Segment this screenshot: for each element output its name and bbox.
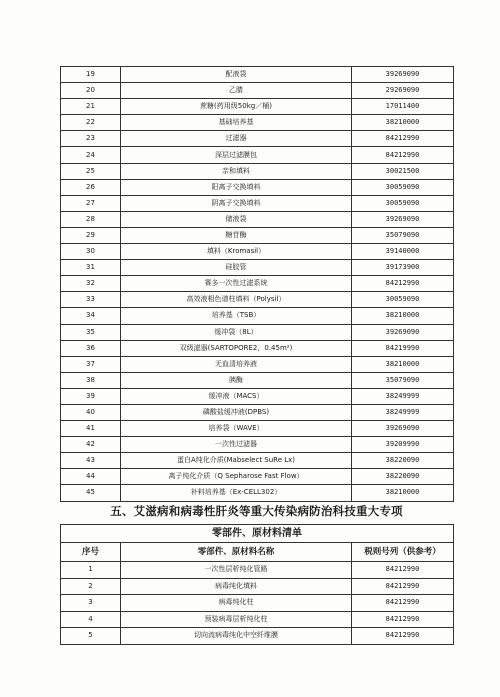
serial-no-cell: 20 xyxy=(61,83,121,99)
item-name-cell: 培养袋（WAVE） xyxy=(121,421,352,437)
serial-no-cell: 26 xyxy=(61,179,121,195)
tariff-code-cell: 38249999 xyxy=(352,404,454,420)
table-row xyxy=(61,260,454,276)
serial-no-cell: 23 xyxy=(61,131,121,147)
table-row xyxy=(61,67,454,83)
table-row xyxy=(61,611,454,628)
item-name-cell: 乙腈 xyxy=(121,83,352,99)
table-row xyxy=(61,485,454,501)
serial-no-cell: 25 xyxy=(61,163,121,179)
item-name-cell: 一次性过滤器 xyxy=(121,437,352,453)
table-row xyxy=(61,628,454,645)
serial-no-cell: 44 xyxy=(61,469,121,485)
item-name-cell: 磷酸盐缓冲液(DPBS) xyxy=(121,404,352,420)
tariff-code-cell: 39269090 xyxy=(352,67,454,83)
serial-no-cell: 35 xyxy=(61,324,121,340)
table-row xyxy=(61,244,454,260)
header-serial-no: 序号 xyxy=(61,543,121,562)
serial-no-cell: 21 xyxy=(61,99,121,115)
table-row xyxy=(61,562,454,579)
tariff-code-cell: 84212990 xyxy=(352,131,454,147)
tariff-code-cell: 39269090 xyxy=(352,324,454,340)
serial-no-cell: 39 xyxy=(61,388,121,404)
tariff-code-cell: 38249999 xyxy=(352,388,454,404)
table-row xyxy=(61,115,454,131)
tariff-code-cell: 30059090 xyxy=(352,292,454,308)
header-tariff-code: 税则号列（供参考） xyxy=(352,543,454,562)
serial-no-cell: 41 xyxy=(61,421,121,437)
table-row xyxy=(61,83,454,99)
serial-no-cell: 28 xyxy=(61,211,121,227)
item-name-cell: 病毒纯化柱 xyxy=(121,595,352,612)
tariff-code-cell: 39173900 xyxy=(352,260,454,276)
item-name-cell: 无血清培养液 xyxy=(121,356,352,372)
section5-table-body xyxy=(61,525,454,645)
tariff-code-cell: 30059090 xyxy=(352,179,454,195)
table-row xyxy=(61,99,454,115)
table-row xyxy=(61,595,454,612)
section-title: 五、艾滋病和病毒性肝炎等重大传染病防治科技重大专项 xyxy=(110,504,403,518)
item-name-cell: 阳离子交换填料 xyxy=(121,179,352,195)
table-row xyxy=(61,163,454,179)
serial-no-cell: 2 xyxy=(61,578,121,595)
item-name-cell: 缓冲袋（8L） xyxy=(121,324,352,340)
item-name-cell: 硅胶管 xyxy=(121,260,352,276)
tariff-code-cell: 38220090 xyxy=(352,453,454,469)
table-row xyxy=(61,131,454,147)
serial-no-cell: 43 xyxy=(61,453,121,469)
table-row xyxy=(61,469,454,485)
serial-no-cell: 36 xyxy=(61,340,121,356)
item-name-cell: 亲和填料 xyxy=(121,163,352,179)
item-name-cell: 缓冲液（MACS） xyxy=(121,388,352,404)
table-row xyxy=(61,147,454,163)
tariff-code-cell: 29269090 xyxy=(352,83,454,99)
tariff-code-cell: 35079090 xyxy=(352,227,454,243)
table-row xyxy=(61,324,454,340)
item-name-cell: 病毒纯化填料 xyxy=(121,578,352,595)
item-name-cell: 过滤器 xyxy=(121,131,352,147)
table-row xyxy=(61,578,454,595)
serial-no-cell: 3 xyxy=(61,595,121,612)
serial-no-cell: 30 xyxy=(61,244,121,260)
table-row xyxy=(61,292,454,308)
item-name-cell: 胰酶 xyxy=(121,372,352,388)
item-name-cell: 填料（Kromasil） xyxy=(121,244,352,260)
item-name-cell: 高效液相色谱柱填料（Polysil） xyxy=(121,292,352,308)
serial-no-cell: 24 xyxy=(61,147,121,163)
table-row xyxy=(61,372,454,388)
item-name-cell: 切向流病毒纯化中空纤维膜 xyxy=(121,628,352,645)
tariff-code-cell: 38220090 xyxy=(352,469,454,485)
table-row xyxy=(61,340,454,356)
section5-parts-table xyxy=(60,524,454,645)
tariff-code-cell: 30021500 xyxy=(352,163,454,179)
table-row xyxy=(61,227,454,243)
table-row xyxy=(61,308,454,324)
serial-no-cell: 29 xyxy=(61,227,121,243)
tariff-code-cell: 35079090 xyxy=(352,372,454,388)
tariff-code-cell: 38210000 xyxy=(352,115,454,131)
table-row xyxy=(61,211,454,227)
tariff-code-cell: 84212990 xyxy=(352,628,454,645)
tariff-code-cell: 38210000 xyxy=(352,308,454,324)
item-name-cell: 蛋白A纯化介质(Mabselect SuRe Lx) xyxy=(121,453,352,469)
item-name-cell: 离子纯化介质（Q Sepharose Fast Flow） xyxy=(121,469,352,485)
table-row xyxy=(61,404,454,420)
tariff-code-cell: 84212990 xyxy=(352,147,454,163)
table-row xyxy=(61,388,454,404)
serial-no-cell: 45 xyxy=(61,485,121,501)
table-row xyxy=(61,195,454,211)
tariff-code-cell: 84212990 xyxy=(352,562,454,579)
serial-no-cell: 31 xyxy=(61,260,121,276)
serial-no-cell: 40 xyxy=(61,404,121,420)
serial-no-cell: 4 xyxy=(61,611,121,628)
item-name-cell: 双级滤器(SARTOPORE2，0.45m²) xyxy=(121,340,352,356)
tariff-code-cell: 38210000 xyxy=(352,356,454,372)
item-name-cell: 基础培养基 xyxy=(121,115,352,131)
item-name-cell: 赛多一次性过滤系统 xyxy=(121,276,352,292)
item-name-cell: 储液袋 xyxy=(121,211,352,227)
table-row xyxy=(61,421,454,437)
tariff-code-cell: 84212990 xyxy=(352,276,454,292)
serial-no-cell: 27 xyxy=(61,195,121,211)
serial-no-cell: 22 xyxy=(61,115,121,131)
serial-no-cell: 5 xyxy=(61,628,121,645)
serial-no-cell: 42 xyxy=(61,437,121,453)
serial-no-cell: 1 xyxy=(61,562,121,579)
table-row xyxy=(61,179,454,195)
serial-no-cell: 34 xyxy=(61,308,121,324)
item-name-cell: 蔗糖(药用级50kg／桶) xyxy=(121,99,352,115)
item-name-cell: 培养基（TSB） xyxy=(121,308,352,324)
tariff-code-cell: 39269090 xyxy=(352,211,454,227)
tariff-code-cell: 39140000 xyxy=(352,244,454,260)
tariff-code-cell: 84219990 xyxy=(352,340,454,356)
table-subtitle: 零部件、原材料清单 xyxy=(61,525,454,543)
table-row xyxy=(61,276,454,292)
header-item-name: 零部件、原材料名称 xyxy=(121,543,352,562)
parts-table-body xyxy=(61,67,454,502)
table-subtitle-row xyxy=(61,525,454,543)
item-name-cell: 阴离子交换填料 xyxy=(121,195,352,211)
parts-table-continued xyxy=(60,66,454,502)
serial-no-cell: 38 xyxy=(61,372,121,388)
serial-no-cell: 33 xyxy=(61,292,121,308)
item-name-cell: 深层过滤膜包 xyxy=(121,147,352,163)
item-name-cell: 预装病毒层析纯化柱 xyxy=(121,611,352,628)
item-name-cell: 补料培养基（Ex-CELL302） xyxy=(121,485,352,501)
item-name-cell: 糖苷酶 xyxy=(121,227,352,243)
tariff-code-cell: 39269090 xyxy=(352,421,454,437)
tariff-code-cell: 84212990 xyxy=(352,578,454,595)
tariff-code-cell: 30059090 xyxy=(352,195,454,211)
serial-no-cell: 32 xyxy=(61,276,121,292)
table-row xyxy=(61,453,454,469)
tariff-code-cell: 17011400 xyxy=(352,99,454,115)
table-row xyxy=(61,437,454,453)
tariff-code-cell: 38210000 xyxy=(352,485,454,501)
serial-no-cell: 19 xyxy=(61,67,121,83)
item-name-cell: 一次性层析纯化管路 xyxy=(121,562,352,579)
table-row xyxy=(61,356,454,372)
serial-no-cell: 37 xyxy=(61,356,121,372)
tariff-code-cell: 84212990 xyxy=(352,611,454,628)
tariff-code-cell: 84212990 xyxy=(352,595,454,612)
table-header-row xyxy=(61,543,454,562)
tariff-code-cell: 39209990 xyxy=(352,437,454,453)
item-name-cell: 配液袋 xyxy=(121,67,352,83)
